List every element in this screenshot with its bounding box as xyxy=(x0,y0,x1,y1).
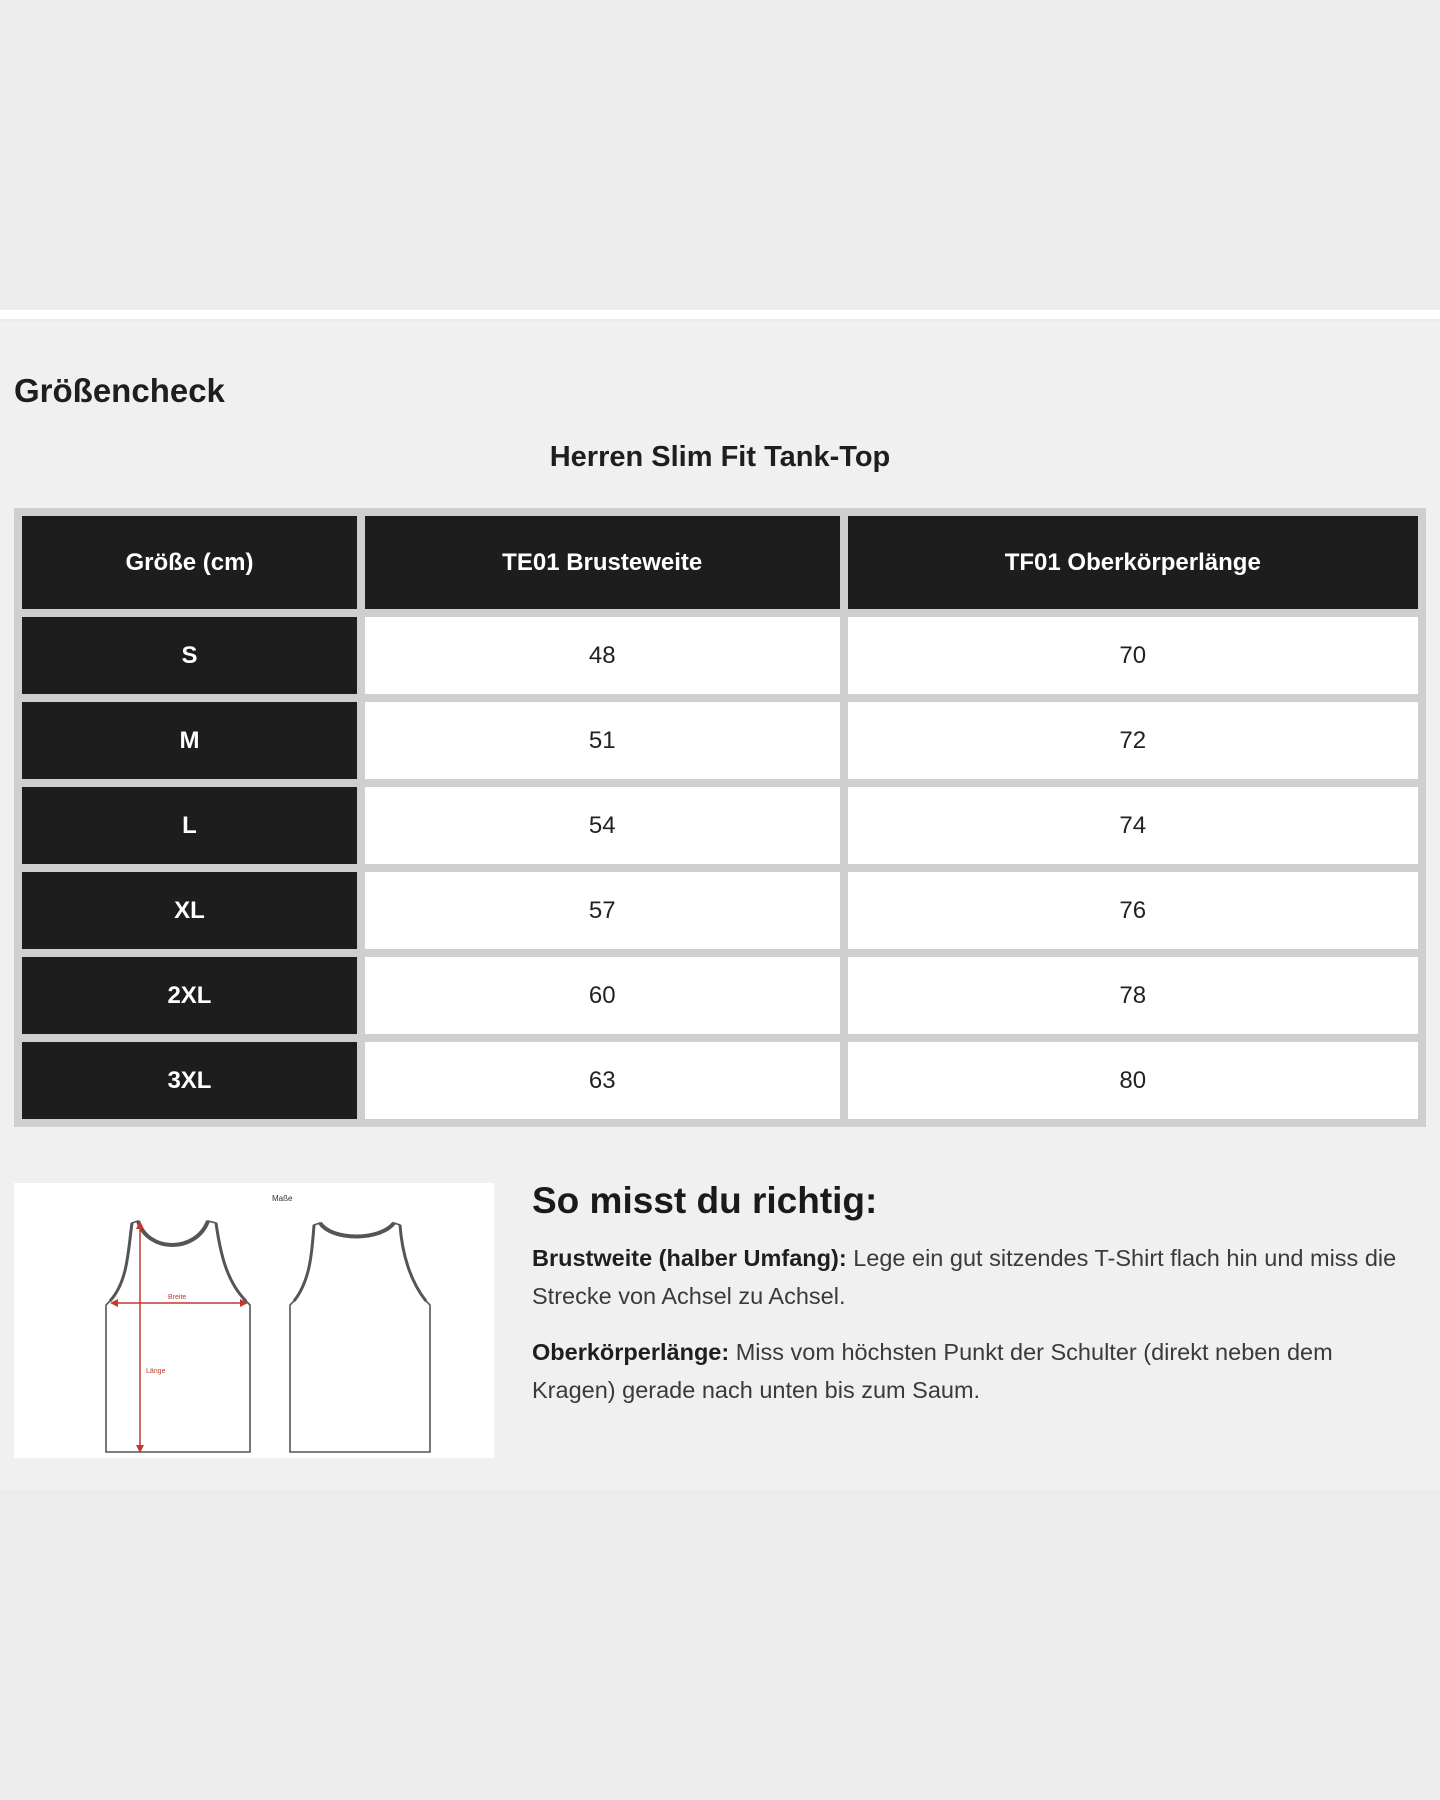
length-cell: 78 xyxy=(848,957,1418,1034)
table-header-row xyxy=(22,516,1418,609)
size-table xyxy=(14,508,1426,1127)
table-title: Herren Slim Fit Tank-Top xyxy=(549,441,891,473)
diagram-caption: Maße xyxy=(272,1194,293,1203)
table-row xyxy=(22,1042,1418,1119)
size-cell: M xyxy=(22,702,357,779)
length-instruction xyxy=(532,1333,1412,1409)
length-cell: 76 xyxy=(848,872,1418,949)
length-measure-label: Länge xyxy=(146,1368,166,1375)
table-row xyxy=(22,872,1418,949)
size-cell: L xyxy=(22,787,357,864)
chest-cell: 54 xyxy=(365,787,840,864)
table-row xyxy=(22,617,1418,694)
chest-cell: 60 xyxy=(365,957,840,1034)
chest-instruction-label: Brustweite (halber Umfang): xyxy=(532,1245,847,1271)
chest-cell: 48 xyxy=(365,617,840,694)
chest-cell: 57 xyxy=(365,872,840,949)
size-cell: XL xyxy=(22,872,357,949)
chest-measure-label: Breite xyxy=(168,1294,187,1301)
table-row xyxy=(22,787,1418,864)
size-cell: 2XL xyxy=(22,957,357,1034)
table-row xyxy=(22,702,1418,779)
chest-cell: 63 xyxy=(365,1042,840,1119)
length-instruction-text: Miss vom höchsten Punkt der Schulter (direkt neben dem Kragen) gerade nach unten bis zum Saum. xyxy=(532,1339,1333,1403)
size-cell: 3XL xyxy=(22,1042,357,1119)
chest-instruction xyxy=(532,1239,1412,1315)
length-cell: 80 xyxy=(848,1042,1418,1119)
top-divider xyxy=(0,310,1440,319)
length-instruction-label: Oberkörperlänge: xyxy=(532,1339,730,1365)
length-cell: 70 xyxy=(848,617,1418,694)
measure-heading: So misst du richtig: xyxy=(532,1180,878,1221)
header-chest: TE01 Brusteweite xyxy=(365,516,840,609)
size-cell: S xyxy=(22,617,357,694)
header-size: Größe (cm) xyxy=(22,516,357,609)
measurement-diagram xyxy=(14,1183,494,1458)
header-length: TF01 Oberkörperlänge xyxy=(848,516,1418,609)
length-cell: 74 xyxy=(848,787,1418,864)
section-title: Größencheck xyxy=(14,372,225,409)
tank-top-diagram xyxy=(14,1183,494,1458)
table-row xyxy=(22,957,1418,1034)
chest-instruction-text: Lege ein gut sitzendes T-Shirt flach hin und miss die Strecke von Achsel zu Achsel. xyxy=(532,1245,1397,1309)
chest-cell: 51 xyxy=(365,702,840,779)
length-cell: 72 xyxy=(848,702,1418,779)
